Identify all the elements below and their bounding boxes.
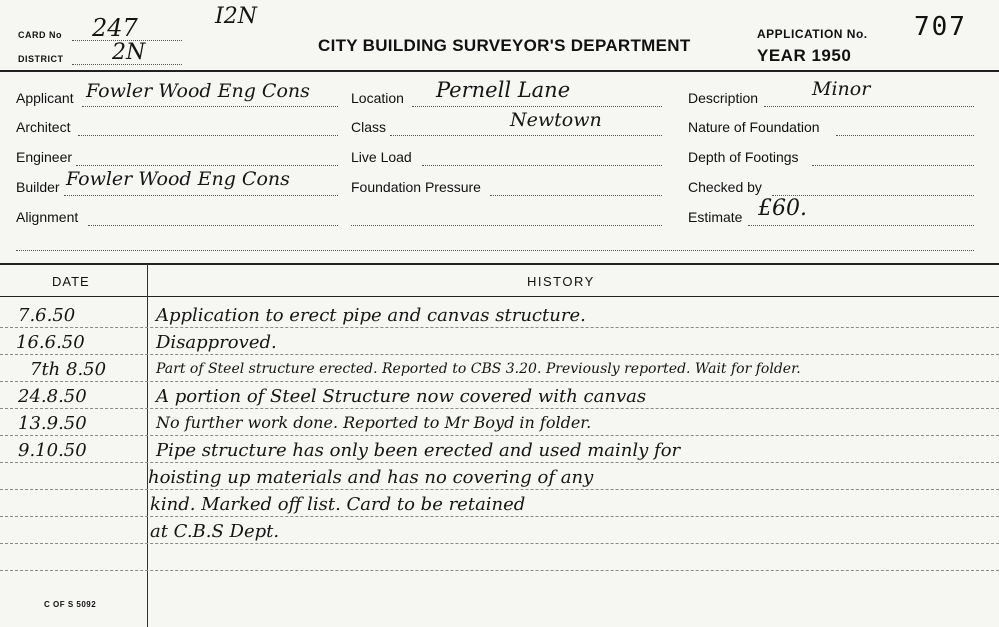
builder-value: Fowler Wood Eng Cons [66,168,290,190]
district-label: DISTRICT [18,54,64,64]
estimate-value: £60. [758,196,807,221]
checked-by-label: Checked by [688,179,762,195]
history-column-header: HISTORY [527,274,595,289]
district-value: 2N [112,40,146,65]
history-entry: at C.B.S Dept. [150,521,280,542]
live-load-label: Live Load [351,149,412,165]
history-date: 13.9.50 [18,413,87,434]
history-date: 7th 8.50 [30,359,107,380]
history-entry: hoisting up materials and has no covering of any [148,467,594,488]
depth-of-footings-label: Depth of Footings [688,149,799,165]
card-no-value: 247 [92,14,138,42]
location-label: Location [351,90,404,106]
application-no-value: 707 [914,12,967,42]
form-code: C OF S 5092 [44,600,97,609]
history-entry: A portion of Steel Structure now covered with canvas [156,386,647,407]
applicant-value: Fowler Wood Eng Cons [86,80,310,102]
history-entry: Disapproved. [156,332,277,353]
history-date: 24.8.50 [18,386,87,407]
application-no-label: APPLICATION No. [757,27,868,41]
history-date: 9.10.50 [18,440,87,461]
history-entry: Part of Steel structure erected. Reported to CBS 3.20. Previously reported. Wait for folder. [156,361,801,377]
class-label: Class [351,119,387,135]
description-value: Minor [812,78,871,100]
nature-of-foundation-label: Nature of Foundation [688,119,820,135]
history-entry: Application to erect pipe and canvas structure. [156,305,586,326]
location-value: Pernell Lane [436,78,571,102]
history-entry: Pipe structure has only been erected and used mainly for [156,440,681,461]
engineer-label: Engineer [16,149,73,165]
year-label: YEAR 1950 [757,46,852,65]
history-date: 16.6.50 [16,332,85,353]
alignment-label: Alignment [16,209,79,225]
builder-label: Builder [16,179,60,195]
page-title: CITY BUILDING SURVEYOR'S DEPARTMENT [318,36,691,55]
estimate-label: Estimate [688,209,743,225]
card-no-label: CARD No [18,30,62,40]
foundation-pressure-label: Foundation Pressure [351,179,481,195]
architect-label: Architect [16,119,71,135]
history-date: 7.6.50 [18,305,76,326]
history-entry: No further work done. Reported to Mr Boyd in folder. [156,413,592,432]
margin-note: I2N [215,4,257,29]
description-label: Description [688,90,759,106]
date-column-header: DATE [52,274,90,289]
history-entry: kind. Marked off list. Card to be retained [150,494,526,515]
class-value: Newtown [510,109,602,131]
applicant-label: Applicant [16,90,74,106]
